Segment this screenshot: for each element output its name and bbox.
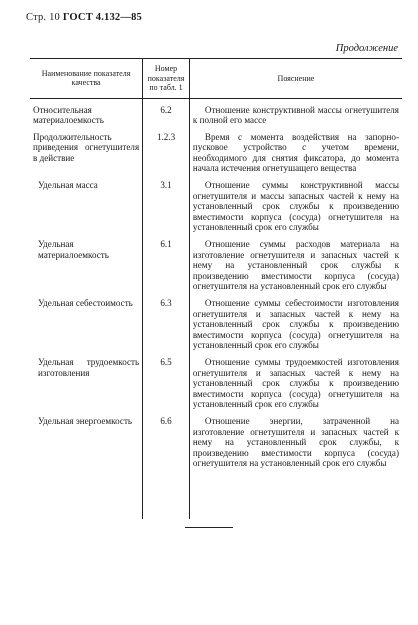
indicator-name: Удельная себестоимость bbox=[38, 298, 133, 308]
table-row bbox=[30, 180, 402, 239]
indicator-name: Относительная материалоемкость bbox=[33, 104, 104, 126]
explanation-text: Отношение энергии, затраченной на изготовление огнетушителя и запасных частей к нему на установленный срок службы, к произведению вместимости корпуса (сосуда) огнетушителя на установленный срок его службы bbox=[192, 415, 399, 469]
indicator-name: Продолжительность приведения огнетушителя в действие bbox=[33, 131, 140, 163]
table-row bbox=[30, 357, 402, 416]
indicator-number: 3.1 bbox=[143, 180, 190, 239]
table-row bbox=[30, 298, 402, 357]
column-header-name: Наименование показателя качества bbox=[30, 59, 143, 99]
column-header-number: Номер показателя по табл. 1 bbox=[143, 59, 190, 99]
indicator-explanation bbox=[189, 132, 402, 180]
explanation-text: Время с момента воздействия на запорно-пусковое устройство с учетом времени, необходимого для снятия фиксатора, до момента начала истечения огнетушащего вещества bbox=[192, 131, 399, 174]
table-header-row bbox=[30, 59, 402, 99]
indicator-name: Удельная масса bbox=[38, 180, 98, 191]
indicator-number: 6.3 bbox=[143, 298, 190, 357]
continued-label: Продолжение bbox=[335, 43, 398, 54]
indicator-number: 6.5 bbox=[143, 357, 190, 416]
indicator-explanation bbox=[189, 416, 402, 475]
indicator-explanation bbox=[189, 239, 402, 298]
end-rule bbox=[185, 527, 233, 528]
table-row bbox=[30, 98, 402, 132]
table-spacer bbox=[30, 475, 402, 519]
table-row bbox=[30, 239, 402, 298]
explanation-text: Отношение суммы трудоемкостей изготовления огнетушителя и запасных частей к нему на установленный срок службы к произведению вместимости корпуса (сосуда) огнетушителя на установленный срок его службы bbox=[192, 356, 399, 410]
page-header bbox=[26, 12, 142, 23]
indicator-explanation bbox=[189, 180, 402, 239]
column-header-explanation: Пояснение bbox=[189, 59, 402, 99]
indicator-explanation bbox=[189, 98, 402, 132]
page-number: Стр. 10 bbox=[26, 12, 60, 23]
indicator-name: Удельная энергоемкость bbox=[38, 415, 133, 426]
standard-code: ГОСТ 4.132—85 bbox=[62, 12, 142, 23]
indicator-number: 6.6 bbox=[143, 416, 190, 475]
table-row bbox=[30, 416, 402, 475]
explanation-text: Отношение конструктивной массы огнетушителя к полной его массе bbox=[192, 104, 399, 126]
indicator-name: Удельная материалоемкость bbox=[38, 239, 109, 260]
indicator-explanation bbox=[189, 357, 402, 416]
explanation-text: Отношение суммы себестоимости изготовления огнетушителя и запасных частей к нему на установленный срок службы к произведению вместимости корпуса (сосуда) огнетушителя на установленный срок его службы bbox=[192, 298, 399, 351]
indicator-explanation bbox=[189, 298, 402, 357]
indicator-number: 6.2 bbox=[143, 98, 190, 132]
indicator-name: Удельная трудоемкость изготовления bbox=[38, 356, 140, 378]
indicator-number: 6.1 bbox=[143, 239, 190, 298]
explanation-text: Отношение суммы конструктивной массы огнетушителя и массы запасных частей к нему на установленный срок службы к произведению вместимости корпуса (сосуда) огнетушителя на установленный срок его службы bbox=[192, 180, 399, 233]
indicator-number: 1.2.3 bbox=[143, 132, 190, 180]
table-row bbox=[30, 132, 402, 180]
quality-indicators-table bbox=[30, 58, 402, 519]
explanation-text: Отношение суммы расходов материала на изготовление огнетушителя и запасных частей к нему на установленный срок службы к произведению вместимости корпуса (сосуда) огнетушителя на установленный срок его службы bbox=[192, 239, 399, 292]
